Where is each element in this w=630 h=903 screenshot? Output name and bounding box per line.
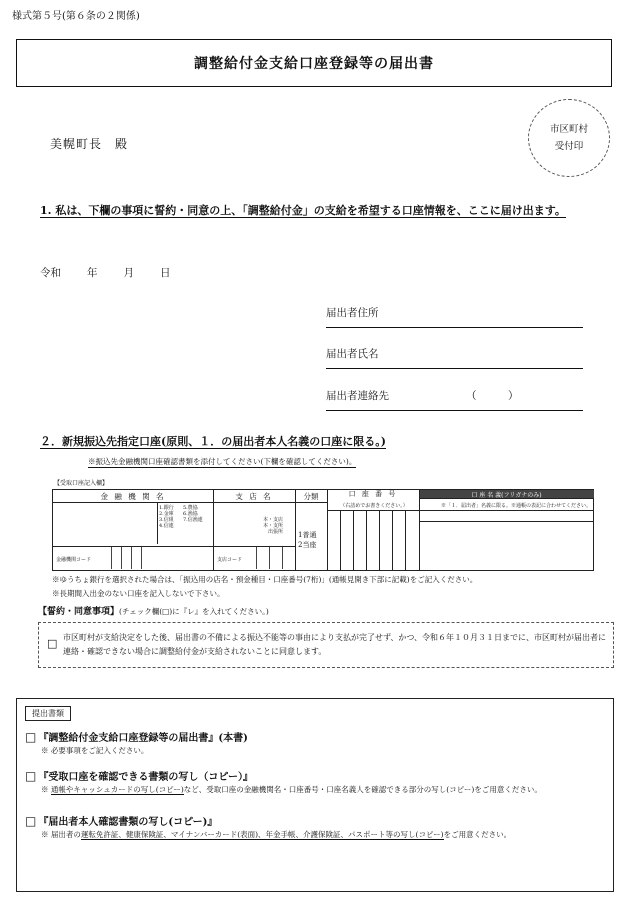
- account-entry-table: [52, 489, 594, 571]
- agreement-title: [38, 604, 269, 617]
- date-day: 日: [160, 267, 171, 279]
- applicant-address-field[interactable]: [326, 305, 583, 328]
- documents-box: [16, 698, 614, 892]
- doc-item-1: [25, 729, 248, 744]
- section-1-declaration: [40, 201, 588, 220]
- doc-1-checkbox[interactable]: □: [25, 730, 37, 744]
- doc-item-2: [25, 768, 253, 783]
- form-title: [16, 39, 612, 87]
- applicant-name-field[interactable]: [326, 346, 583, 369]
- attach-note: ※振込先金融機関口座確認書類を添付してください(下欄を確認してください)。: [88, 457, 357, 466]
- section-2-title: [40, 433, 386, 449]
- branch-type-3: 出張所: [268, 529, 284, 535]
- reception-stamp-area: [528, 99, 610, 177]
- doc-2-note-text: など、受取口座の金融機関名・口座番号・口座名義人を確認できる部分の写し(コピー)をご用意ください。: [183, 785, 542, 794]
- doc-1-title: 『調整給付金支給口座登録等の届出書』(本書): [38, 733, 248, 744]
- doc-3-note-pre: 届出者の: [50, 830, 81, 839]
- form-number: 様式第５号(第６条の２関係): [12, 11, 140, 22]
- table-label: 【受取口座記入欄】: [54, 480, 109, 487]
- doc-3-note-prefix: ※: [41, 830, 49, 839]
- applicant-address-label: 届出者住所: [326, 307, 379, 319]
- branch-type-1: 本・支店: [263, 517, 284, 523]
- bank-type-1: 1.銀行: [159, 505, 174, 511]
- header-account-no-sub: （右詰めでお書きください。）: [340, 503, 408, 509]
- agreement-text: 市区町村が支給決定をした後、届出書の不備による振込不能等の事由により支払が完了せず、かつ、令和６年１０月３１日までに、市区町村が届出者に連絡・確認できない場合に調整給付金が支給されないことに同意します。: [63, 633, 607, 656]
- agreement-instruction: (チェック欄(□)に『レ』を入れてください。): [119, 607, 269, 616]
- applicant-contact-field[interactable]: [326, 388, 583, 411]
- doc-2-note-underlined: 通帳やキャッシュカードの写し(コピー): [50, 785, 184, 794]
- doc-2-checkbox[interactable]: □: [25, 769, 37, 783]
- header-branch: 支 店 名: [235, 491, 273, 501]
- agreement-checkbox[interactable]: □: [47, 637, 58, 650]
- long-term-note: ※長期間入出金のない口座を記入しないで下さい。: [52, 589, 225, 598]
- bank-type-list-2: [183, 505, 203, 523]
- bank-type-5: 5.農協: [183, 505, 198, 511]
- bank-type-3: 3.信組: [159, 517, 174, 523]
- doc-3-title: 『届出者本人確認書類の写し(コピー)』: [38, 817, 218, 828]
- stamp-line-2: 受付印: [554, 141, 584, 152]
- account-type-1: 1普通: [298, 531, 317, 539]
- branch-type-list: [263, 517, 283, 535]
- bank-type-2: 2.金庫: [159, 511, 174, 517]
- bank-code-label: 金融機関コード: [56, 557, 92, 563]
- date-year: 年: [87, 267, 98, 279]
- account-type-list: [298, 530, 316, 550]
- doc-2-note-prefix: ※: [41, 785, 49, 794]
- date-month: 月: [123, 267, 134, 279]
- account-type-2: 2当座: [298, 541, 317, 549]
- section-1-text: 1. 私は、下欄の事項に誓約・同意の上、「調整給付金」の支給を希望する口座情報を、ここに届け出ます。: [40, 204, 566, 217]
- doc-item-3: [25, 813, 217, 828]
- stamp-line-1: 市区町村: [549, 124, 588, 135]
- date-era: 令和: [40, 267, 61, 279]
- section-2-title-text: ２．新規振込先指定口座(原則、１．の届出者本人名義の口座に限る。): [40, 435, 386, 448]
- agreement-title-text: 【誓約・同意事項】: [38, 607, 120, 617]
- documents-label: 提出書類: [25, 706, 71, 721]
- form-title-text: 調整給付金支給口座登録等の届出書: [194, 56, 434, 72]
- header-account-no: 口 座 番 号: [348, 490, 398, 498]
- yucho-note: ※ゆうちょ銀行を選択された場合は、「振込用の店名・預金種目・口座番号(7桁)」(通帳見開き下部に記載)をご記入ください。: [52, 575, 478, 584]
- applicant-contact-label: 届出者連絡先: [326, 390, 389, 402]
- doc-3-note-text: をご用意ください。: [443, 830, 512, 839]
- date-line: [40, 265, 187, 280]
- doc-1-note: [41, 745, 601, 756]
- doc-3-note: [41, 829, 591, 840]
- addressee: 美幌町長 殿: [50, 137, 129, 151]
- agreement-box: [38, 622, 614, 668]
- doc-1-note-text: 必要事項をご記入ください。: [50, 746, 149, 755]
- contact-paren: （ ）: [466, 390, 519, 402]
- branch-code-label: 支店コード: [217, 557, 243, 563]
- holder-note: ※「１．届出者」名義に限る。※通帳の表記に合わせてください。: [441, 503, 592, 509]
- doc-3-checkbox[interactable]: □: [25, 814, 37, 828]
- branch-type-2: 本・支所: [263, 523, 284, 529]
- header-holder: 口 座 名 義(フリガナのみ): [419, 490, 594, 498]
- doc-1-note-prefix: ※: [41, 746, 49, 755]
- bank-type-7: 7.信漁連: [183, 517, 203, 523]
- applicant-name-label: 届出者氏名: [326, 348, 379, 360]
- header-bank: 金 融 機 関 名: [100, 491, 166, 501]
- header-type: 分類: [303, 491, 319, 501]
- doc-2-note: [41, 784, 591, 795]
- doc-2-title: 『受取口座を確認できる書類の写し（コピー）』: [38, 772, 253, 783]
- doc-3-note-underlined: 運転免許証、健康保険証、マイナンバーカード(表面)、年金手帳、介護保険証、パスポート等の写し(コピー): [80, 830, 444, 839]
- bank-type-6: 6.漁協: [183, 511, 198, 517]
- bank-type-4: 4.信連: [159, 523, 174, 529]
- bank-type-list: [159, 505, 174, 529]
